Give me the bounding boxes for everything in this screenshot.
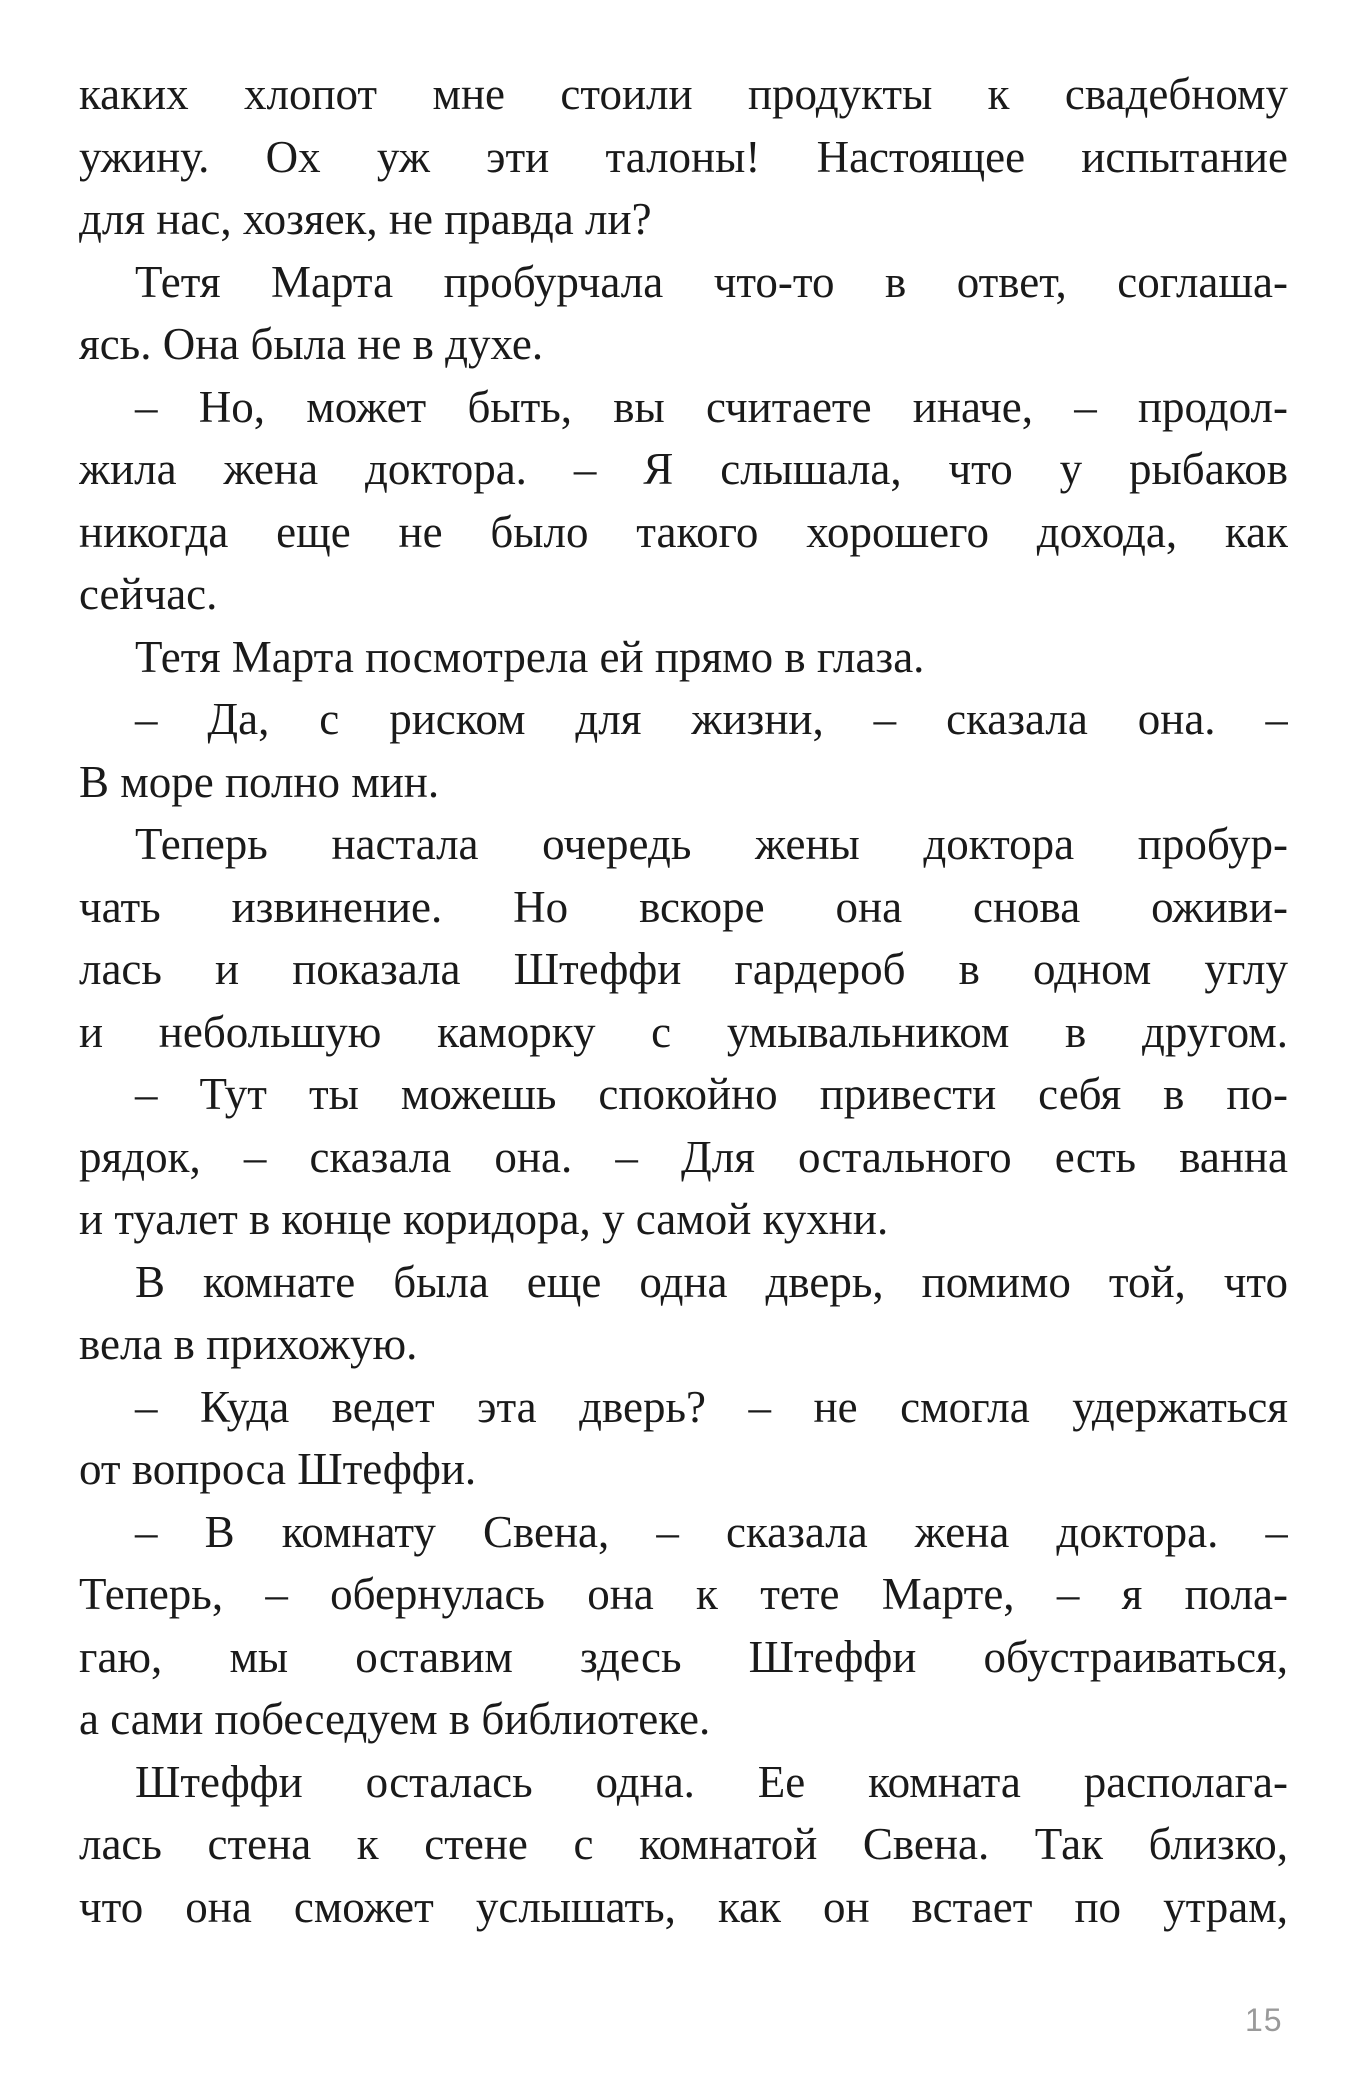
text-line: – Куда ведет эта дверь? – не смогла удержаться [135,1381,1288,1432]
text-line: никогда еще не было такого хорошего дохода, как [79,506,1288,557]
text-line: жила жена доктора. – Я слышала, что у рыбаков [79,444,1288,494]
text-line: – Тут ты можешь спокойно привести себя в по- [135,1069,1288,1119]
text-line: Теперь, – обернулась она к тете Марте, – я пола- [79,1569,1288,1619]
text-line: ужину. Ох уж эти талоны! Настоящее испытание [79,131,1288,182]
text-line: Штеффи осталась одна. Ее комната располага- [135,1756,1288,1807]
page-number: 15 [1245,2002,1283,2038]
text-line: чать извинение. Но вскоре она снова оживи- [79,881,1288,932]
text-line: гаю, мы оставим здесь Штеффи обустраиваться, [79,1631,1288,1682]
text-line: Теперь настала очередь жены доктора пробур- [135,819,1288,869]
text-line: вела в прихожую. [79,1319,418,1369]
text-line: для нас, хозяек, не правда ли? [79,194,652,244]
text-line: и туалет в конце коридора, у самой кухни. [79,1194,889,1244]
text-line: каких хлопот мне стоили продукты к свадебному [79,69,1288,119]
text-line: что она сможет услышать, как он встает по утрам, [79,1881,1288,1932]
text-line: Тетя Марта пробурчала что-то в ответ, соглаша- [135,256,1288,307]
text-line: рядок, – сказала она. – Для остального есть ванна [79,1131,1288,1182]
text-line: – Но, может быть, вы считаете иначе, – продол- [135,381,1288,432]
text-line: В море полно мин. [79,756,440,807]
text-line: лась стена к стене с комнатой Свена. Так близко, [79,1819,1288,1869]
text-line: от вопроса Штеффи. [79,1444,477,1494]
text-line: и небольшую каморку с умывальником в другом. [79,1006,1288,1057]
text-line: сейчас. [79,569,218,619]
text-line: лась и показала Штеффи гардероб в одном углу [79,944,1288,994]
text-line: Тетя Марта посмотрела ей прямо в глаза. [135,631,925,682]
text-line: а сами побеседуем в библиотеке. [79,1694,711,1744]
text-line: – В комнату Свена, – сказала жена доктора. – [135,1506,1288,1557]
text-line: – Да, с риском для жизни, – сказала она. – [135,694,1288,744]
body-text [79,63,1288,1938]
text-line: ясь. Она была не в духе. [79,319,544,369]
text-line: В комнате была еще одна дверь, помимо той, что [135,1256,1288,1307]
